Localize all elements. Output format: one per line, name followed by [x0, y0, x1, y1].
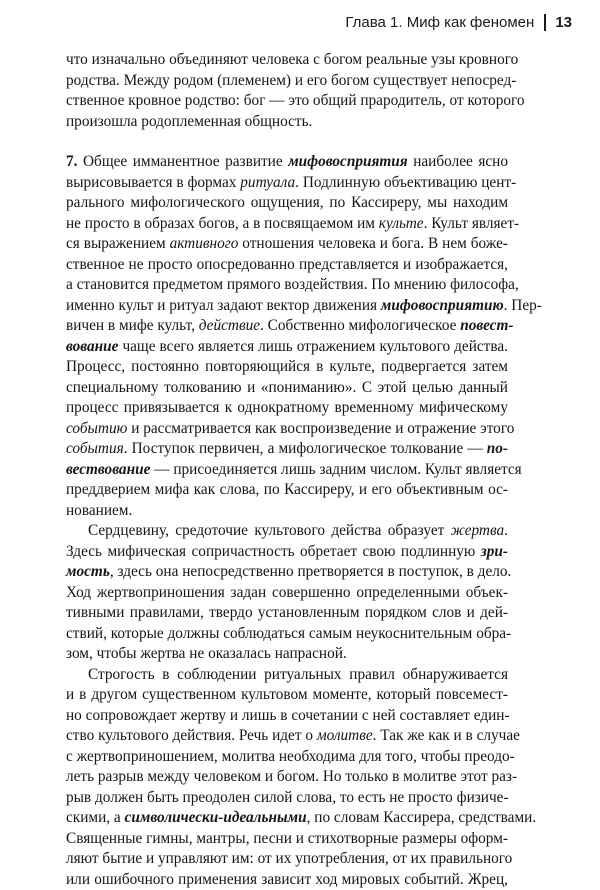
text-line	[66, 234, 508, 255]
text-line	[66, 152, 508, 173]
text-segment: ственное кровное родство: бог — это общий прародитель, от которого	[66, 92, 525, 109]
text-segment: Ход жертвоприношения задан совершенно определенными объек-	[66, 584, 508, 601]
text-segment: зри-	[481, 543, 508, 560]
text-segment: ляют бытие и управляют им: от их употребления, от их правильного	[66, 850, 512, 867]
text-segment: наиболее ясно	[408, 153, 508, 170]
text-segment: молитве	[317, 727, 373, 744]
text-segment: — присоединяется лишь задним числом. Культ является	[150, 461, 521, 478]
text-line	[66, 214, 508, 235]
text-segment: вествование	[66, 461, 150, 478]
text-segment: ритуала	[240, 174, 295, 191]
text-segment: повест-	[460, 317, 513, 334]
text-line	[66, 624, 508, 645]
text-line	[66, 275, 508, 296]
text-line	[66, 747, 508, 768]
text-line	[66, 173, 508, 194]
paragraph	[66, 521, 508, 665]
text-segment: , здесь она непосредственно претворяется в поступок, в дело.	[110, 563, 512, 580]
text-segment: с жертвоприношением, молитва необходима для того, чтобы преодо-	[66, 748, 515, 765]
text-segment: чаще всего является лишь отражением культового действа.	[118, 338, 508, 355]
text-line	[66, 870, 508, 890]
text-segment: что изначально объединяют человека с богом реальные узы кровного	[66, 51, 518, 68]
text-segment: по-	[487, 440, 508, 457]
text-segment: зом, чтобы жертва не оказалась напрасной.	[66, 645, 347, 662]
text-line	[66, 583, 508, 604]
paragraph	[66, 665, 508, 890]
text-segment: Процесс, постоянно повторяющийся в культе, подвергается затем	[66, 358, 508, 375]
text-line	[66, 788, 508, 809]
text-segment: вичен в мифе культ,	[66, 317, 199, 334]
text-segment: жертва	[451, 522, 505, 539]
text-line	[66, 480, 508, 501]
text-segment: именно культ и ритуал задают вектор движения	[66, 297, 381, 314]
text-segment: вование	[66, 338, 118, 355]
text-segment: родства. Между родом (племенем) и его богом существует непосред-	[66, 72, 516, 89]
text-line	[66, 665, 508, 686]
header-divider	[544, 14, 546, 31]
text-segment: тивными правилами, твердо установленным порядком слов и дей-	[66, 604, 508, 621]
text-segment: .	[504, 522, 508, 539]
text-line	[66, 644, 508, 665]
text-segment: Строгость в соблюдении ритуальных правил обнаруживается	[88, 666, 508, 683]
text-segment: мифовосприятия	[288, 153, 408, 170]
text-line	[66, 357, 508, 378]
text-segment: мость	[66, 563, 110, 580]
text-line	[66, 439, 508, 460]
text-segment: Общее имманентное развитие	[77, 153, 288, 170]
text-line	[66, 685, 508, 706]
page-number: 13	[555, 14, 572, 31]
running-header	[345, 14, 572, 31]
text-segment: . Пер-	[504, 297, 542, 314]
text-line	[66, 562, 508, 583]
text-line	[66, 767, 508, 788]
text-line	[66, 91, 508, 112]
text-segment: рыв должен быть преодолен силой слова, то есть не просто физиче-	[66, 789, 509, 806]
text-segment: Сердцевину, средоточие культового действа образует	[88, 522, 451, 539]
text-segment: Священные гимны, мантры, песни и стихотворные размеры оформ-	[66, 830, 508, 847]
text-segment: ственное не просто опосредованно представляется и изображается,	[66, 256, 508, 273]
text-line	[66, 521, 508, 542]
text-segment: и в другом существенном культовом моменте, который повсемест-	[66, 686, 508, 703]
text-segment: культе	[379, 215, 424, 232]
text-segment: . Подлинную объективацию цент-	[295, 174, 516, 191]
text-line	[66, 829, 508, 850]
text-segment: действие	[199, 317, 260, 334]
text-segment: произошла родоплеменная общность.	[66, 113, 312, 130]
text-segment: . Собственно мифологическое	[260, 317, 460, 334]
text-segment: нованием.	[66, 502, 132, 519]
text-line	[66, 193, 508, 214]
text-line	[66, 419, 508, 440]
text-line	[66, 398, 508, 419]
text-segment: Здесь мифическая сопричастность обретает свою подлинную	[66, 543, 481, 560]
text-segment: 7.	[66, 153, 77, 170]
text-segment: . Так же как и в случае	[373, 727, 520, 744]
text-line	[66, 71, 508, 92]
text-segment: событию	[66, 420, 127, 437]
text-segment: , по словам Кассирера, средствами.	[307, 809, 537, 826]
text-segment: преддверием мифа как слова, по Кассиреру, и его объективным ос-	[66, 481, 508, 498]
text-line	[66, 255, 508, 276]
text-line	[66, 337, 508, 358]
body-text	[66, 50, 508, 890]
text-segment: мифовосприятию	[381, 297, 504, 314]
text-segment: и рассматривается как воспроизведение и отражение этого	[127, 420, 514, 437]
text-line	[66, 603, 508, 624]
chapter-title: Глава 1. Миф как феномен	[345, 14, 534, 31]
text-segment: специальному толкованию и «пониманию». С этой целью данный	[66, 379, 508, 396]
text-line	[66, 112, 508, 133]
paragraph	[66, 50, 508, 132]
text-segment: рального мифологического ощущения, по Кассиреру, мы находим	[66, 194, 508, 211]
text-segment: символически-идеальными	[125, 809, 307, 826]
text-line	[66, 849, 508, 870]
text-segment: леть разрыв между человеком и богом. Но только в молитве этот раз-	[66, 768, 517, 785]
text-segment: активного	[170, 235, 239, 252]
text-segment: ствий, которые должны соблюдаться самым неукоснительным обра-	[66, 625, 511, 642]
text-segment: отношения человека и бога. В нем боже-	[238, 235, 508, 252]
text-line	[66, 808, 508, 829]
text-line	[66, 706, 508, 727]
text-segment: ство культового действия. Речь идет о	[66, 727, 317, 744]
text-segment: . Поступок первичен, а мифологическое толкование —	[124, 440, 487, 457]
text-line	[66, 501, 508, 522]
text-line	[66, 50, 508, 71]
paragraph-gap	[66, 132, 508, 152]
text-segment: или ошибочного применения зависит ход мировых событий. Жрец,	[66, 871, 508, 888]
text-line	[66, 726, 508, 747]
text-line	[66, 296, 508, 317]
paragraph	[66, 152, 508, 521]
text-line	[66, 542, 508, 563]
text-segment: события	[66, 440, 124, 457]
text-segment: ся выражением	[66, 235, 170, 252]
text-segment: вырисовывается в формах	[66, 174, 240, 191]
text-line	[66, 316, 508, 337]
text-segment: а становится предметом прямого воздействия. По мнению философа,	[66, 276, 519, 293]
text-line	[66, 460, 508, 481]
text-segment: процесс привязывается к однократному временному мифическому	[66, 399, 508, 416]
text-line	[66, 378, 508, 399]
text-segment: не просто в образах богов, а в посвящаемом им	[66, 215, 379, 232]
text-segment: скими, а	[66, 809, 125, 826]
text-segment: . Культ являет-	[424, 215, 520, 232]
text-segment: но сопровождает жертву и лишь в сочетании с ней составляет един-	[66, 707, 510, 724]
